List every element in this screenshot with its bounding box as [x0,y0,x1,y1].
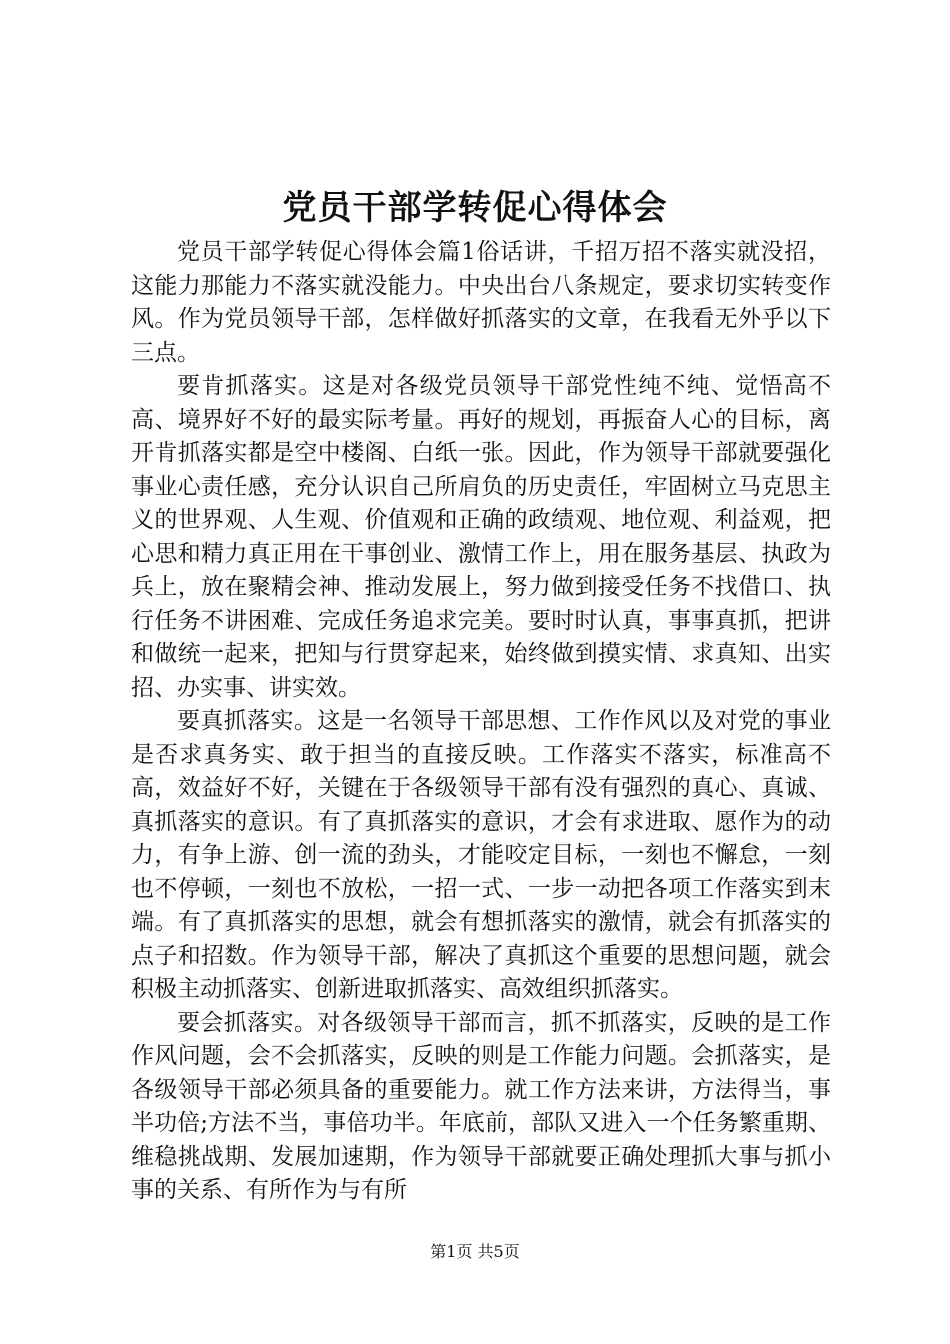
document-body [131,236,831,1208]
page-title: 党员干部学转促心得体会 [282,188,668,228]
paragraph-willing-to-implement: 要肯抓落实。这是对各级党员领导干部党性纯不纯、觉悟高不高、境界好不好的最实际考量。再好的规划，再振奋人心的目标，离开肯抓落实都是空中楼阁、白纸一张。因此，作为领导干部就要强化事业心责任感，充分认识自己所肩负的历史责任，牢固树立马克思主义的世界观、人生观、价值观和正确的政绩观、地位观、利益观，把心思和精力真正用在干事创业、激情工作上，用在服务基层、执政为兵上，放在聚精会神、推动发展上，努力做到接受任务不找借口、执行任务不讲困难、完成任务追求完美。要时时认真，事事真抓，把讲和做统一起来，把知与行贯穿起来，始终做到摸实情、求真知、出实招、办实事、讲实效。 [131,373,831,701]
paragraph-intro: 党员干部学转促心得体会篇1俗话讲，千招万招不落实就没招，这能力那能力不落实就没能力。中央出台八条规定，要求切实转变作风。作为党员领导干部，怎样做好抓落实的文章，在我看无外乎以下三点。 [131,239,831,366]
paragraph-truly-implement: 要真抓落实。这是一名领导干部思想、工作作风以及对党的事业是否求真务实、敢于担当的直接反映。工作落实不落实，标准高不高，效益好不好，关键在于各级领导干部有没有强烈的真心、真诚、真抓落实的意识。有了真抓落实的意识，才会有求进取、愿作为的动力，有争上游、创一流的劲头，才能咬定目标，一刻也不懈怠，一刻也不停顿，一刻也不放松，一招一式、一步一动把各项工作落实到末端。有了真抓落实的思想，就会有想抓落实的激情，就会有抓落实的点子和招数。作为领导干部，解决了真抓这个重要的思想问题，就会积极主动抓落实、创新进取抓落实、高效组织抓落实。 [131,708,831,1002]
page-number-footer: 第1页 共5页 [430,1242,520,1261]
paragraph-able-to-implement: 要会抓落实。对各级领导干部而言，抓不抓落实，反映的是工作作风问题，会不会抓落实，反映的则是工作能力问题。会抓落实，是各级领导干部必须具备的重要能力。就工作方法来讲，方法得当，事半功倍;方法不当，事倍功半。年底前，部队又进入一个任务繁重期、维稳挑战期、发展加速期，作为领导干部就要正确处理抓大事与抓小事的关系、有所作为与有所 [131,1009,831,1203]
